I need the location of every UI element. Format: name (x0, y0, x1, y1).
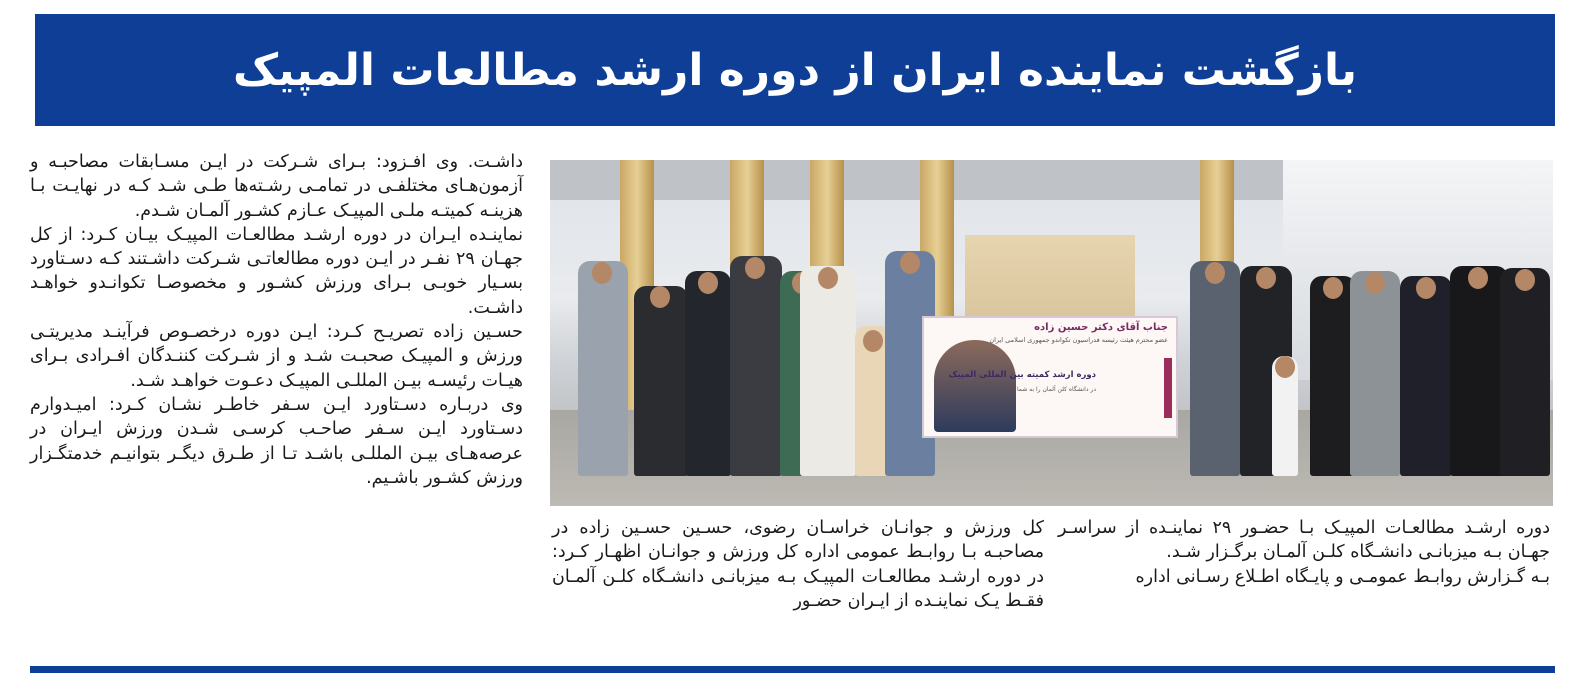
person-figure (578, 261, 628, 476)
article-column-right (1058, 516, 1550, 589)
person-figure (685, 271, 731, 476)
article-paragraph: بـه گـزارش روابـط عمومـی و پایـگاه اطـلاع رسـانی اداره (1135, 566, 1550, 587)
sign-ornament (1164, 358, 1172, 418)
sign-main-text: دوره ارشد کمیته بین المللی المپیک (948, 370, 1096, 380)
article-column-middle (552, 516, 1044, 613)
person-head (1515, 269, 1535, 291)
person-head (1365, 272, 1385, 294)
person-head (818, 267, 838, 289)
person-head (863, 330, 883, 352)
person-head (1468, 267, 1488, 289)
person-head (1205, 262, 1225, 284)
headline: بازگشت نماینده ایران از دوره ارشد مطالعات المپیک (232, 44, 1358, 96)
person-figure (634, 286, 688, 476)
article-paragraph: وی دربـاره دسـتاورد ایـن سـفر خاطـر نشـان کـرد: امیـدوارم دسـتاورد ایـن سـفر صاحـب کرسـی شـدن ورزش ایـران در عرصه‌هـای بیـن المللـی باشـد تـا از طـرق دیگـر بتوانیـم خدمتگـزار ورزش کشـور باشـیم. (30, 394, 523, 488)
person-head (1256, 267, 1276, 289)
article-paragraph: داشـت. وی افـزود: بـرای شـرکت در ایـن مسـابقات مصاحبـه و آزمون‌هـای مختلفـی در تمامـی رشـته‌ها طـی شـد کـه در نهایـت بـا هزینـه کمیتـه ملـی المپیـک عـازم کشـور آلمـان شـدم. (30, 152, 523, 221)
person-figure (1190, 261, 1240, 476)
person-figure (730, 256, 782, 476)
sign-line-text: در دانشگاه کلن آلمان را به شما تبریک عرض می نماییم (958, 386, 1096, 393)
person-head (1275, 356, 1295, 378)
article-paragraph: کل ورزش و جوانـان خراسـان رضوی، حسـین حسـین زاده در مصاحبـه بـا روابـط عمومی اداره کل ورزش و جوانـان اظهـار کـرد: در دوره ارشـد مطالعـات المپیـک بـه میزبانـی دانشـگاه کلـن آلمـان فقـط یـک نماینـده از ایـران حضـور (552, 518, 1044, 611)
person-head (698, 272, 718, 294)
person-head (650, 286, 670, 308)
person-figure (800, 266, 856, 476)
person-figure (1350, 271, 1400, 476)
person-head (592, 262, 612, 284)
congratulation-sign (922, 316, 1178, 438)
article-column-left (30, 150, 523, 490)
bottom-rule (30, 666, 1555, 673)
person-head (745, 257, 765, 279)
person-head (900, 252, 920, 274)
news-photo (550, 160, 1553, 506)
person-head (1416, 277, 1436, 299)
sign-title: جناب آقای دکتر حسین زاده (1034, 322, 1168, 333)
person-figure (1400, 276, 1452, 476)
article-paragraph: حسـین زاده تصریـح کـرد: ایـن دوره درخصـوص فرآینـد مدیریتـی ورزش و المپیـک صحبـت شـد و از شـرکت کننـدگان افـرادی بـرای هیـات رئیسـه بیـن المللـی المپیـک دعـوت خواهـد شـد. (30, 322, 523, 391)
article-paragraph: نماینـده ایـران در دوره ارشـد مطالعـات المپیـک بیـان کـرد: از کل جهـان ۲۹ نفـر در ایـن دوره مطالعاتـی شـرکت داشـتند کـه دسـتاورد بسـیار خوبـی بـرای ورزش کشـور و مخصوصـا تکوانـدو خواهـد داشـت. (30, 224, 523, 318)
person-head (1323, 277, 1343, 299)
sign-subtitle: عضو محترم هیئت رئیسه فدراسیون تکواندو جمهوری اسلامی ایران (989, 336, 1168, 344)
article-paragraph: دوره ارشـد مطالعـات المپیـک بـا حضـور ۲۹ نماینـده از سراسـر جهـان بـه میزبانـی دانشـگاه کلـن آلمـان برگـزار شـد. (1058, 518, 1550, 563)
headline-banner (35, 14, 1555, 126)
person-figure (1500, 268, 1550, 476)
